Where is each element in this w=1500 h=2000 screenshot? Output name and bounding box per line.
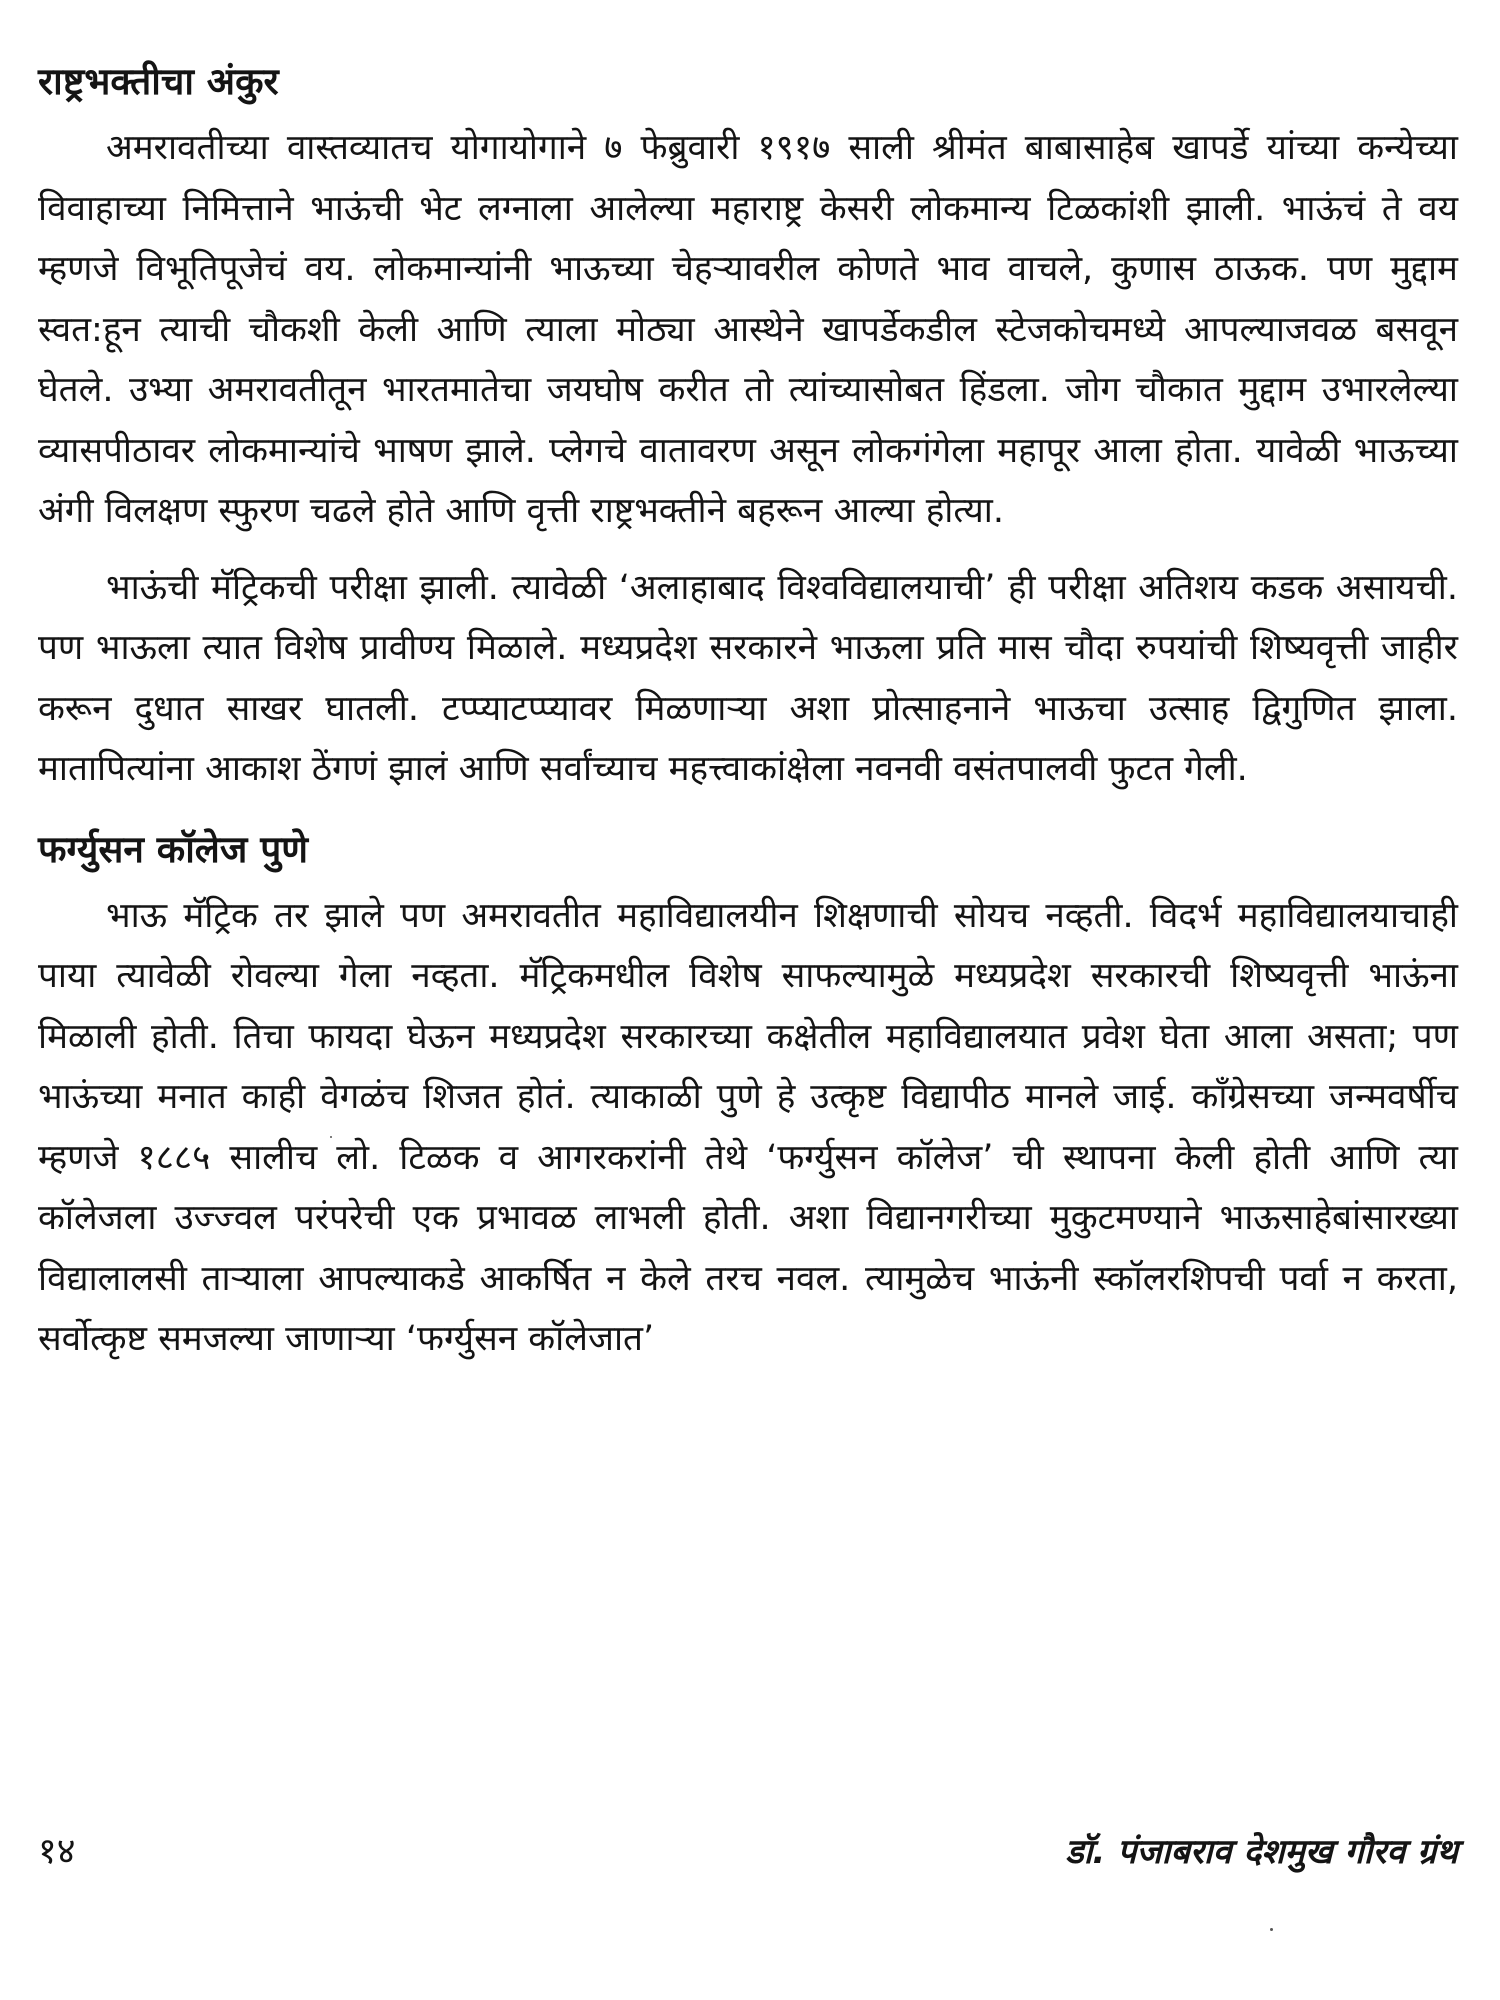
section-fergusson-college (38, 820, 1458, 1370)
section-rashtrabhakti (38, 52, 1458, 800)
page-number: १४ (38, 1831, 76, 1872)
page-footer (38, 1822, 1458, 1882)
scan-speck (1270, 1928, 1273, 1931)
paragraph: भाऊ मॅट्रिक तर झाले पण अमरावतीत महाविद्यालयीन शिक्षणाची सोयच नव्हती. विदर्भ महाविद्यालयाचाही पाया त्यावेळी रोवल्या गेला नव्हता. मॅट्रिकमधील विशेष साफल्यामुळे मध्यप्रदेश सरकारची शिष्यवृत्ती भाऊंना मिळाली होती. तिचा फायदा घेऊन मध्यप्रदेश सरकारच्या कक्षेतील महाविद्यालयात प्रवेश घेता आला असता; पण भाऊंच्या मनात काही वेगळंच शिजत होतं. त्याकाळी पुणे हे उत्कृष्ट विद्यापीठ मानले जाई. काँग्रेसच्या जन्मवर्षीच म्हणजे १८८५ सालीच लो. टिळक व आगरकरांनी तेथे ‘फर्ग्युसन कॉलेज’ ची स्थापना केली होती आणि त्या कॉलेजला उज्ज्वल परंपरेची एक प्रभावळ लाभली होती. अशा विद्यानगरीच्या मुकुटमण्याने भाऊसाहेबांसारख्या विद्यालालसी ताऱ्याला आपल्याकडे आकर्षित न केले तरच नवल. त्यामुळेच भाऊंनी स्कॉलरशिपची पर्वा न करता, सर्वोत्कृष्ट समजल्या जाणाऱ्या ‘फर्ग्युसन कॉलेजात’ (38, 895, 1458, 1359)
page-body (38, 52, 1458, 1386)
section-heading: फर्ग्युसन कॉलेज पुणे (38, 827, 308, 871)
paragraph: अमरावतीच्या वास्तव्यातच योगायोगाने ७ फेब्रुवारी १९१७ साली श्रीमंत बाबासाहेब खापर्डे यांच्या कन्येच्या विवाहाच्या निमित्ताने भाऊंची भेट लग्नाला आलेल्या महाराष्ट्र केसरी लोकमान्य टिळकांशी झाली. भाऊंचं ते वय म्हणजे विभूतिपूजेचं वय. लोकमान्यांनी भाऊच्या चेहऱ्यावरील कोणते भाव वाचले, कुणास ठाऊक. पण मुद्दाम स्वत:हून त्याची चौकशी केली आणि त्याला मोठ्या आस्थेने खापर्डेकडील स्टेजकोचमध्ये आपल्याजवळ बसवून घेतले. उभ्या अमरावतीतून भारतमातेचा जयघोष करीत तो त्यांच्यासोबत हिंडला. जोग चौकात मुद्दाम उभारलेल्या व्यासपीठावर लोकमान्यांचे भाषण झाले. प्लेगचे वातावरण असून लोकगंगेला महापूर आला होता. यावेळी भाऊच्या अंगी विलक्षण स्फुरण चढले होते आणि वृत्ती राष्ट्रभक्तीने बहरून आल्या होत्या. (38, 128, 1458, 531)
section-heading: राष्ट्रभक्तीचा अंकुर (38, 60, 279, 103)
paragraph: भाऊंची मॅट्रिकची परीक्षा झाली. त्यावेळी ‘अलाहाबाद विश्वविद्यालयाची’ ही परीक्षा अतिशय कडक असायची. पण भाऊला त्यात विशेष प्रावीण्य मिळाले. मध्यप्रदेश सरकारने भाऊला प्रति मास चौदा रुपयांची शिष्यवृत्ती जाहीर करून दुधात साखर घातली. टप्प्याटप्प्यावर मिळणाऱ्या अशा प्रोत्साहनाने भाऊचा उत्साह द्विगुणित झाला. मातापित्यांना आकाश ठेंगणं झालं आणि सर्वांच्याच महत्त्वाकांक्षेला नवनवी वसंतपालवी फुटत गेली. (38, 567, 1458, 789)
scan-speck (330, 1136, 332, 1138)
running-book-title: डॉ. पंजाबराव देशमुख गौरव ग्रंथ (1065, 1832, 1458, 1872)
